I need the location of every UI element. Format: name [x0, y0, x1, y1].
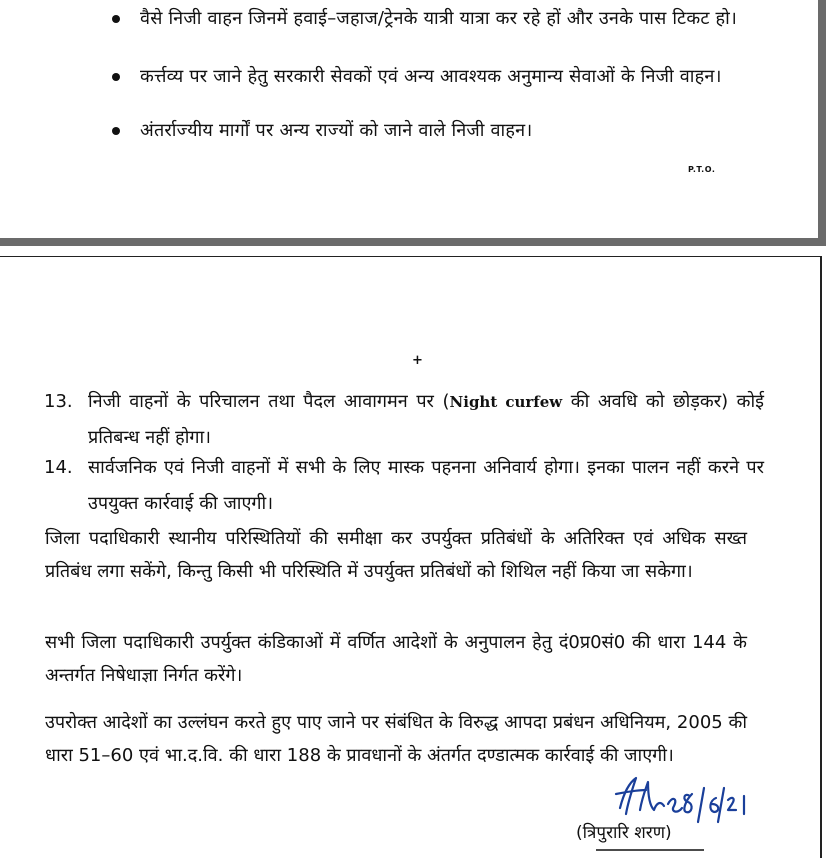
clause-text: सार्वजनिक एवं निजी वाहनों में सभी के लिए मास्क पहनना अनिवार्य होगा। इनका पालन नहीं करने पर उपयुक्त कार्रवाई की जाएगी।	[88, 457, 764, 514]
cropped-text-fragment	[590, 848, 710, 860]
clause-number: 14.	[44, 457, 73, 478]
bullet-dot-icon	[112, 73, 120, 81]
signatory-name: (त्रिपुरारि शरण)	[576, 823, 672, 843]
paragraph: उपरोक्त आदेशों का उल्लंघन करते हुए पाए जाने पर संबंधित के विरुद्ध आपदा प्रबंधन अधिनियम, 2005 की धारा 51–60 एवं भा.द.वि. की धारा 188 के प्रावधानों के अंतर्गत दण्डात्मक कार्रवाई की जाएगी।	[45, 712, 747, 766]
bullet-item: अंतर्राज्यीय मार्गों पर अन्य राज्यों को जाने वाले निजी वाहन।	[112, 118, 772, 144]
bullet-item: कर्त्तव्य पर जाने हेतु सरकारी सेवकों एवं अन्य आवश्यक अनुमान्य सेवाओं के निजी वाहन।	[112, 64, 772, 90]
paragraph: सभी जिला पदाधिकारी उपर्युक्त कंडिकाओं में वर्णित आदेशों के अनुपालन हेतु दं0प्र0सं0 की धारा 144 के अन्तर्गत निषेधाज्ञा निर्गत करेंगे।	[45, 632, 747, 686]
pto-note: P.T.O.	[688, 165, 716, 174]
page-mark: +	[412, 353, 423, 368]
bullet-dot-icon	[112, 127, 120, 135]
clause-text: निजी वाहनों के परिचालन तथा पैदल आवागमन पर (Night curfew की अवधि को छोड़कर) कोई प्रतिबन्ध नहीं होगा।	[88, 391, 765, 448]
bullet-dot-icon	[112, 15, 120, 23]
clause-number: 13.	[44, 391, 73, 412]
previous-page-fragment	[0, 0, 826, 246]
clause-14	[44, 450, 764, 522]
bullet-item: वैसे निजी वाहन जिनमें हवाई–जहाज/ट्रेनके यात्री यात्रा कर रहे हों और उनके पास टिकट हो।	[112, 6, 772, 32]
paragraph: जिला पदाधिकारी स्थानीय परिस्थितियों की समीक्षा कर उपर्युक्त प्रतिबंधों के अतिरिक्त एवं अधिक सख्त प्रतिबंध लगा सकेंगे, किन्तु किसी भी परिस्थिति में उपर्युक्त प्रतिबंधों को शिथिल नहीं किया जा सकेगा।	[45, 528, 747, 582]
clause-13	[44, 384, 764, 456]
